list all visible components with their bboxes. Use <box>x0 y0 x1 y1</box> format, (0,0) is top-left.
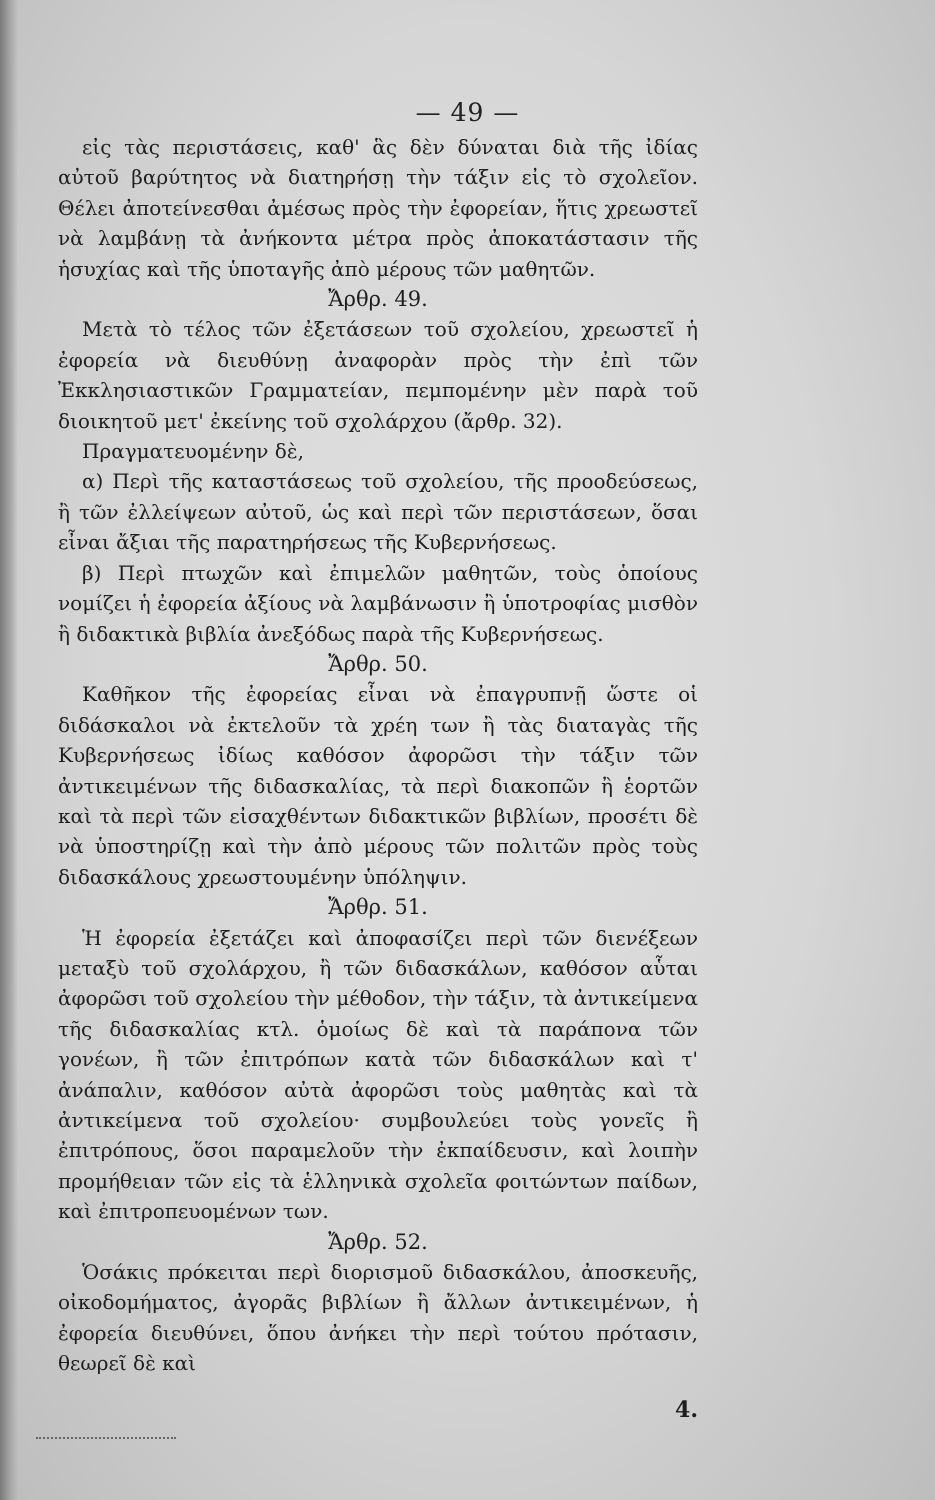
signature-mark: 4. <box>675 1396 698 1423</box>
paragraph-article-49-a: α) Περὶ τῆς καταστάσεως τοῦ σχολείου, τῆς προοδεύσεως, ἢ τῶν ἐλλείψεων αὐτοῦ, ὡς καὶ περὶ τῶν περιστάσεων, ὅσαι εἶναι ἄξιαι τῆς παρατηρήσεως τῆς Κυβερνήσεως. <box>58 469 698 555</box>
paragraph-article-52: Ὁσάκις πρόκειται περὶ διορισμοῦ διδασκάλου, ἀποσκευῆς, οἰκοδομήματος, ἀγορᾶς βιβλίων ἢ ἄλλων ἀντικειμένων, ἡ ἐφορεία διευθύνει, ὅπου ἀνήκει τὴν περὶ τούτου πρότασιν, θεωρεῖ δὲ καὶ <box>58 1260 698 1376</box>
article-heading-49: Ἄρθρ. 49. <box>328 287 428 312</box>
article-heading-52: Ἄρθρ. 52. <box>328 1229 428 1254</box>
article-heading-50: Ἄρθρ. 50. <box>328 651 428 676</box>
page-edge-shadow <box>0 0 18 1500</box>
article-heading-51: Ἄρθρ. 51. <box>328 895 428 920</box>
page-number: — 49 — <box>415 98 520 127</box>
paragraph-article-51: Ἡ ἐφορεία ἐξετάζει καὶ ἀποφασίζει περὶ τῶν διενέξεων μεταξὺ τοῦ σχολάρχου, ἢ τῶν διδασκάλων, καθόσον αὗται ἀφορῶσι τοῦ σχολείου τὴν μέθοδον, τὴν τάξιν, τὰ ἀντικείμενα τῆς διδασκαλίας κτλ. ὁμοίως δὲ καὶ τὰ παράπονα τῶν γονέων, ἢ τῶν ἐπιτρόπων κατὰ τῶν διδασκάλων καὶ τ' ἀνάπαλιν, καθόσον αὐτὰ ἀφορῶσι τοὺς μαθητὰς καὶ τὰ ἀντικείμενα τοῦ σχολείου· συμβουλεύει τοὺς γονεῖς ἢ ἐπιτρόπους, ὅσοι παραμελοῦν τὴν ἐκπαίδευσιν, καὶ λοιπὴν προμήθειαν τῶν εἰς τὰ ἑλληνικὰ σχολεῖα φοιτώντων παίδων, καὶ ἐπιτροπευομένων των. <box>58 925 698 1224</box>
page-body <box>58 132 698 1425</box>
paragraph-article-49-b: β) Περὶ πτωχῶν καὶ ἐπιμελῶν μαθητῶν, τοὺς ὁποίους νομίζει ἡ ἐφορεία ἀξίους νὰ λαμβάνωσιν ἢ ὑποτροφίας μισθὸν ἢ διδακτικὰ βιβλία ἀνεξόδως παρὰ τῆς Κυβερνήσεως. <box>58 560 698 646</box>
paragraph-article-50: Καθῆκον τῆς ἐφορείας εἶναι νὰ ἐπαγρυπνῇ ὥστε οἱ διδάσκαλοι νὰ ἐκτελοῦν τὰ χρέη των ἢ τὰς διαταγὰς τῆς Κυβερνήσεως ἰδίως καθόσον ἀφορῶσι τὴν τάξιν τῶν ἀντικειμένων τῆς διδασκαλίας, τὰ περὶ διακοπῶν ἢ ἑορτῶν καὶ τὰ περὶ τῶν εἰσαχθέντων διδακτικῶν βιβλίων, προσέτι δὲ νὰ ὑποστηρίζῃ καὶ τὴν ἀπὸ μέρους τῶν πολιτῶν πρὸς τοὺς διδασκάλους χρεωστουμένην ὑπόληψιν. <box>58 682 698 889</box>
paragraph-article-49: Μετὰ τὸ τέλος τῶν ἐξετάσεων τοῦ σχολείου, χρεωστεῖ ἡ ἐφορεία νὰ διευθύνῃ ἀναφορὰν πρὸς τὴν ἐπὶ τῶν Ἐκκλησιαστικῶν Γραμματείαν, πεμπομένην μὲν παρὰ τοῦ διοικητοῦ μετ' ἐκείνης τοῦ σχολάρχου (ἄρθρ. 32). <box>58 317 698 433</box>
paragraph-article-49-intro: Πραγματευομένην δὲ, <box>82 439 304 464</box>
paragraph-continuation: εἰς τὰς περιστάσεις, καθ' ἃς δὲν δύναται διὰ τῆς ἰδίας αὐτοῦ βαρύτητος νὰ διατηρήσῃ τὴν τάξιν εἰς τὸ σχολεῖον. Θέλει ἀποτείνεσθαι ἀμέσως πρὸς τὴν ἐφορείαν, ἥτις χρεωστεῖ νὰ λαμβάνῃ τὰ ἀνήκοντα μέτρα πρὸς ἀποκατάστασιν τῆς ἡσυχίας καὶ τῆς ὑποταγῆς ἀπὸ μέρους τῶν μαθητῶν. <box>58 135 698 281</box>
bottom-mark <box>36 1437 176 1439</box>
